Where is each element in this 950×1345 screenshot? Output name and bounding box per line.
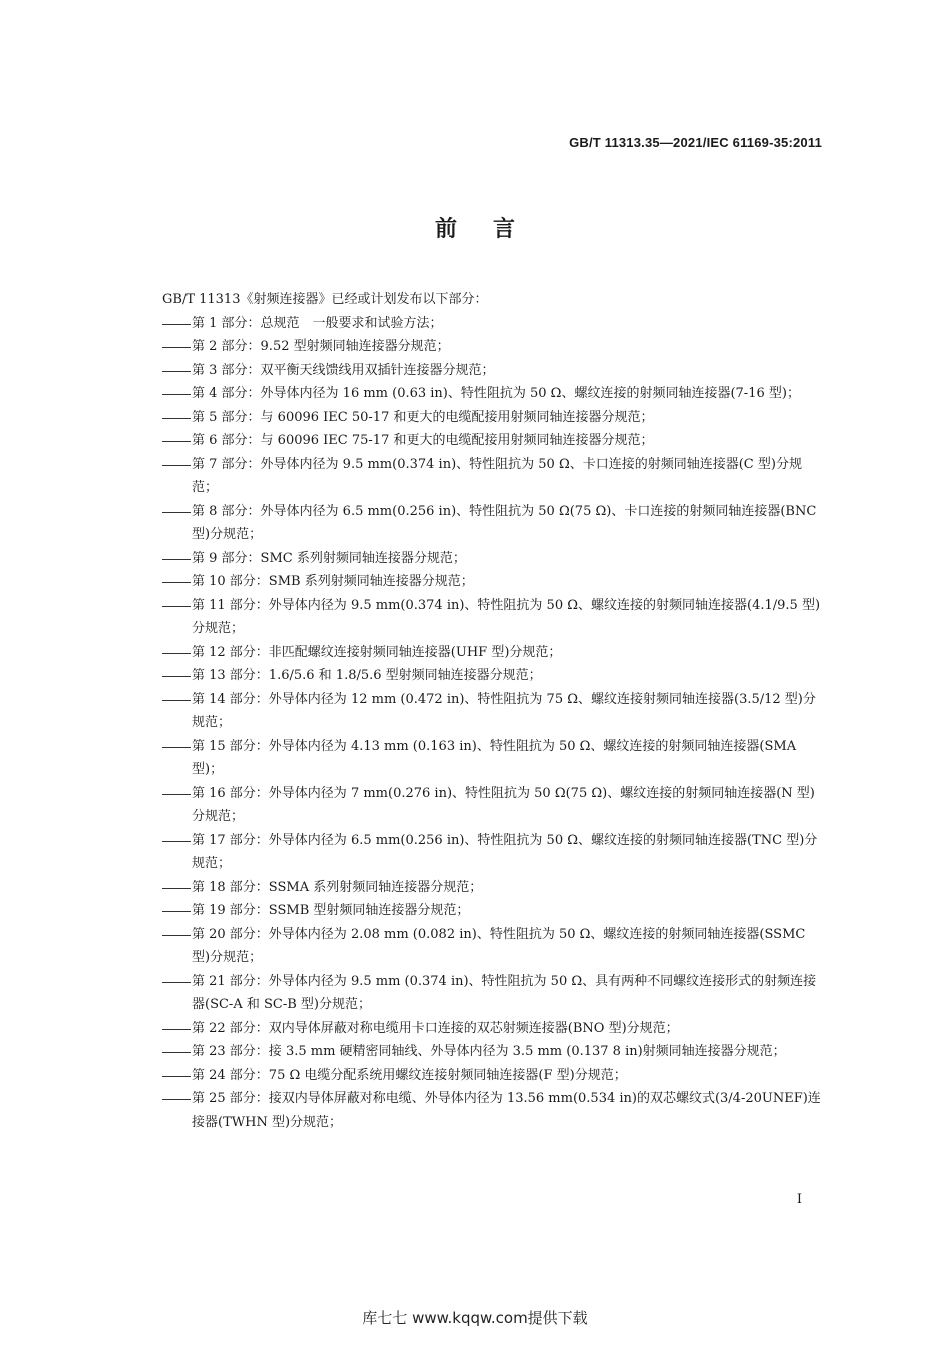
list-item <box>162 923 824 970</box>
list-item-text: 第 17 部分：外导体内径为 6.5 mm(0.256 in)、特性阻抗为 50 Ω、螺纹连接的射频同轴连接器(TNC 型)分规范； <box>192 832 818 871</box>
list-item-text: 第 11 部分：外导体内径为 9.5 mm(0.374 in)、特性阻抗为 50 Ω、螺纹连接的射频同轴连接器(4.1/9.5 型)分规范； <box>192 597 821 636</box>
page-title: 前言 <box>434 217 551 242</box>
list-item <box>162 453 824 500</box>
list-item <box>162 1064 824 1088</box>
list-item <box>162 735 824 782</box>
page-number: I <box>796 1192 802 1207</box>
list-item-text: 第 23 部分：接 3.5 mm 硬精密同轴线、外导体内径为 3.5 mm (0.137 8 in)射频同轴连接器分规范； <box>192 1044 786 1059</box>
list-item-text: 第 16 部分：外导体内径为 7 mm(0.276 in)、特性阻抗为 50 Ω(75 Ω)、螺纹连接的射频同轴连接器(N 型)分规范； <box>192 785 815 824</box>
list-item <box>162 570 824 594</box>
list-item <box>162 1040 824 1064</box>
list-item-text: 第 25 部分：接双内导体屏蔽对称电缆、外导体内径为 13.56 mm(0.534 in)的双芯螺纹式(3/4-20UNEF)连接器(TWHN 型)分规范； <box>192 1091 821 1130</box>
list-item <box>162 359 824 383</box>
list-item <box>162 406 824 430</box>
list-item-text: 第 22 部分：双内导体屏蔽对称电缆用卡口连接的双芯射频连接器(BNO 型)分规范； <box>192 1020 679 1036</box>
footer-watermark: 库七七 www.kqqw.com提供下载 <box>362 1309 588 1327</box>
list-item <box>162 688 824 735</box>
list-item-text: 第 18 部分：SSMA 系列射频同轴连接器分规范； <box>192 879 483 895</box>
list-item <box>162 641 824 665</box>
list-item <box>162 1087 824 1134</box>
list-item-text: 第 8 部分：外导体内径为 6.5 mm(0.256 in)、特性阻抗为 50 Ω(75 Ω)、卡口连接的射频同轴连接器(BNC 型)分规范； <box>192 503 817 542</box>
list-item-text: 第 13 部分：1.6/5.6 和 1.8/5.6 型射频同轴连接器分规范； <box>192 668 542 683</box>
list-item-text: 第 19 部分：SSMB 型射频同轴连接器分规范； <box>192 903 470 918</box>
list-item <box>162 382 824 406</box>
parts-list <box>162 312 824 1135</box>
list-item-text: 第 4 部分：外导体内径为 16 mm (0.63 in)、特性阻抗为 50 Ω、螺纹连接的射频同轴连接器(7-16 型)； <box>192 386 800 401</box>
list-item <box>162 876 824 900</box>
list-item-text: 第 15 部分：外导体内径为 4.13 mm (0.163 in)、特性阻抗为 50 Ω、螺纹连接的射频同轴连接器(SMA 型)； <box>192 738 797 777</box>
list-item-text: 第 21 部分：外导体内径为 9.5 mm (0.374 in)、特性阻抗为 50 Ω、具有两种不同螺纹连接形式的射频连接器(SC-A 和 SC-B 型)分规范； <box>192 973 817 1012</box>
list-item-text: 第 12 部分：非匹配螺纹连接射频同轴连接器(UHF 型)分规范； <box>192 644 562 660</box>
list-item <box>162 1017 824 1041</box>
list-item <box>162 782 824 829</box>
list-item <box>162 970 824 1017</box>
document-body <box>162 288 824 1134</box>
list-item-text: 第 7 部分：外导体内径为 9.5 mm(0.374 in)、特性阻抗为 50 Ω、卡口连接的射频同轴连接器(C 型)分规范； <box>192 456 802 495</box>
list-item-text: 第 1 部分：总规范 一般要求和试验方法； <box>192 315 443 331</box>
list-item <box>162 899 824 923</box>
list-item <box>162 500 824 547</box>
list-item-text: 第 6 部分：与 60096 IEC 75-17 和更大的电缆配接用射频同轴连接器分规范； <box>192 433 654 448</box>
list-item-text: 第 24 部分：75 Ω 电缆分配系统用螺纹连接射频同轴连接器(F 型)分规范； <box>192 1067 627 1083</box>
list-item-text: 第 14 部分：外导体内径为 12 mm (0.472 in)、特性阻抗为 75 Ω、螺纹连接射频同轴连接器(3.5/12 型)分规范； <box>192 691 816 730</box>
standard-code: GB/T 11313.35—2021/IEC 61169-35:2011 <box>569 135 822 150</box>
list-item <box>162 547 824 571</box>
list-item <box>162 335 824 359</box>
list-item-text: 第 10 部分：SMB 系列射频同轴连接器分规范； <box>192 574 474 589</box>
list-item <box>162 829 824 876</box>
list-item <box>162 594 824 641</box>
list-item-text: 第 5 部分：与 60096 IEC 50-17 和更大的电缆配接用射频同轴连接器分规范； <box>192 409 654 425</box>
list-item-text: 第 3 部分：双平衡天线馈线用双插针连接器分规范； <box>192 362 495 378</box>
list-item-text: 第 9 部分：SMC 系列射频同轴连接器分规范； <box>192 550 466 566</box>
list-item <box>162 664 824 688</box>
list-item <box>162 429 824 453</box>
list-item-text: 第 20 部分：外导体内径为 2.08 mm (0.082 in)、特性阻抗为 50 Ω、螺纹连接的射频同轴连接器(SSMC 型)分规范； <box>192 926 806 965</box>
intro-paragraph: GB/T 11313《射频连接器》已经或计划发布以下部分： <box>162 292 488 307</box>
list-item-text: 第 2 部分：9.52 型射频同轴连接器分规范； <box>192 339 450 354</box>
list-item <box>162 312 824 336</box>
